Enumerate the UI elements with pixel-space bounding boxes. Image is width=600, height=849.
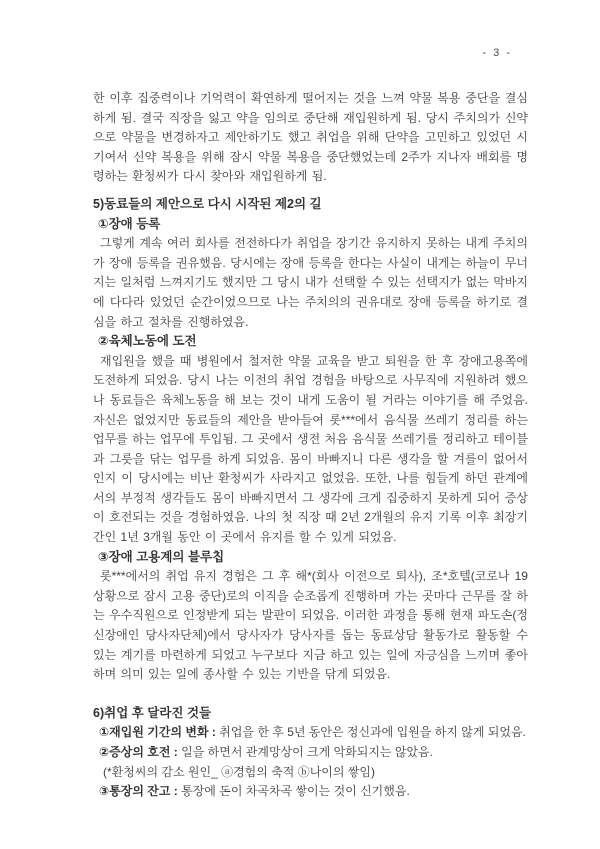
intro-paragraph: 한 이후 집중력이나 기억력이 확연하게 떨어지는 것을 느껴 약물 복용 중단을 결심하게 됨. 결국 직장을 잃고 약을 임의로 중단해 재입원하게 됨. 당시 주치의가 신약으로 약물을 변경하자고 제안하기도 했고 취업을 위해 단약을 고민하고 있었던 시기여서 신약 복용을 위해 잠시 약물 복용을 중단했었는데 2주가 지나자 배회를 명령하는 환청씨가 다시 찾아와 재입원하게 됨. <box>93 91 528 184</box>
subsection-5-2-title: ②육체노동에 도전 <box>98 334 197 349</box>
section-6-item-3-label: ③통장의 잔고 : <box>99 784 182 799</box>
section-6-item-1 <box>99 723 528 743</box>
section-5-title: 5)동료들의 제안으로 다시 시작된 제2의 길 <box>93 196 322 211</box>
section-6-item-2-text: 일을 하면서 관계망상이 크게 악화되지는 않았음. <box>181 745 433 759</box>
section-6-item-3-text: 통장에 돈이 차곡차곡 쌓이는 것이 신기했음. <box>181 784 410 799</box>
subsection-5-2-body: 재입원을 했을 때 병원에서 철저한 약물 교육을 받고 퇴원을 한 후 장애고용쪽에 도전하게 되었음. 당시 나는 이전의 취업 경험을 바탕으로 사무직에 지원하려 했으나 동료들은 육체노동을 해 보는 것이 내게 도움이 될 거라는 이야기를 해 주었음. 자신은 없었지만 동료들의 제안을 받아들여 롯***에서 음식물 쓰레기 정리를 하는 업무를 하는 업무에 투입됨. 그 곳에서 생전 처음 음식물 쓰레기를 정리하고 테이블과 그릇을 닦는 업무를 하게 되었음. 몸이 바빠지니 다른 생각을 할 겨를이 없어서인지 이 당시에는 비난 환청씨가 사라지고 없었음. 또한, 나를 힘들게 하던 관계에서의 부정적 생각들도 몸이 바빠지면서 그 생각에 크게 집중하지 못하게 되어 증상이 호전되는 것을 경험하였음. 나의 첫 직장 때 2년 2개월의 유지 기록 이후 최장기간인 1년 3개월 동안 이 곳에서 유지를 할 수 있게 되었음. <box>93 353 528 545</box>
section-6-title: 6)취업 후 달라진 것들 <box>93 705 212 720</box>
section-6-item-2 <box>99 743 528 763</box>
section-6-item-1-text: 취업을 한 후 5년 동안은 정신과에 입원을 하지 않게 되었음. <box>219 725 526 740</box>
subsection-5-1-body: 그렇게 계속 여러 회사를 전전하다가 취업을 장기간 유지하지 못하는 내게 주치의가 장애 등록을 권유했음. 당시에는 장애 등록을 한다는 사실이 내게는 하늘이 무너지는 일처럼 느껴지기도 했지만 그 당시 내가 선택할 수 있는 선택지가 없는 막바지에 다다라 있었던 순간이었으므로 나는 주치의의 권유대로 장애 등록을 하기로 결심을 하고 절차를 진행하였음. <box>93 236 528 329</box>
subsection-5-3-body: 롯***에서의 취업 유지 경험은 그 후 해*(회사 이전으로 퇴사), 조*호텔(코로나 19상황으로 잠시 고용 중단)로의 이직을 순조롭게 진행하며 가는 곳마다 근무를 잘 하는 우수직원으로 인정받게 되는 발판이 되었음. 이러한 과정을 통해 현재 파도손(정신장애인 당사자단체)에서 당사자가 당사자를 돕는 동료상담 활동가로 활동할 수 있는 계기를 마련하게 되었고 누구보다 지금 하고 있는 일에 자긍심을 느끼며 좋아하며 의미 있는 일에 종사할 수 있는 기반을 닦게 되었음. <box>93 569 528 682</box>
section-6-item-1-label: ①재입원 기간의 변화 : <box>99 725 220 740</box>
section-6-note: (*환청씨의 감소 원인_ ⓐ경험의 축적 ⓑ나이의 쌓임) <box>103 764 375 779</box>
section-6-item-3 <box>99 782 528 802</box>
subsection-5-1-title: ①장애 등록 <box>98 216 161 231</box>
section-6-item-2-label: ②증상의 호전 : <box>99 745 182 759</box>
page-number: - 3 - <box>482 47 512 59</box>
subsection-5-3-title: ③장애 고용계의 블루칩 <box>98 549 225 564</box>
